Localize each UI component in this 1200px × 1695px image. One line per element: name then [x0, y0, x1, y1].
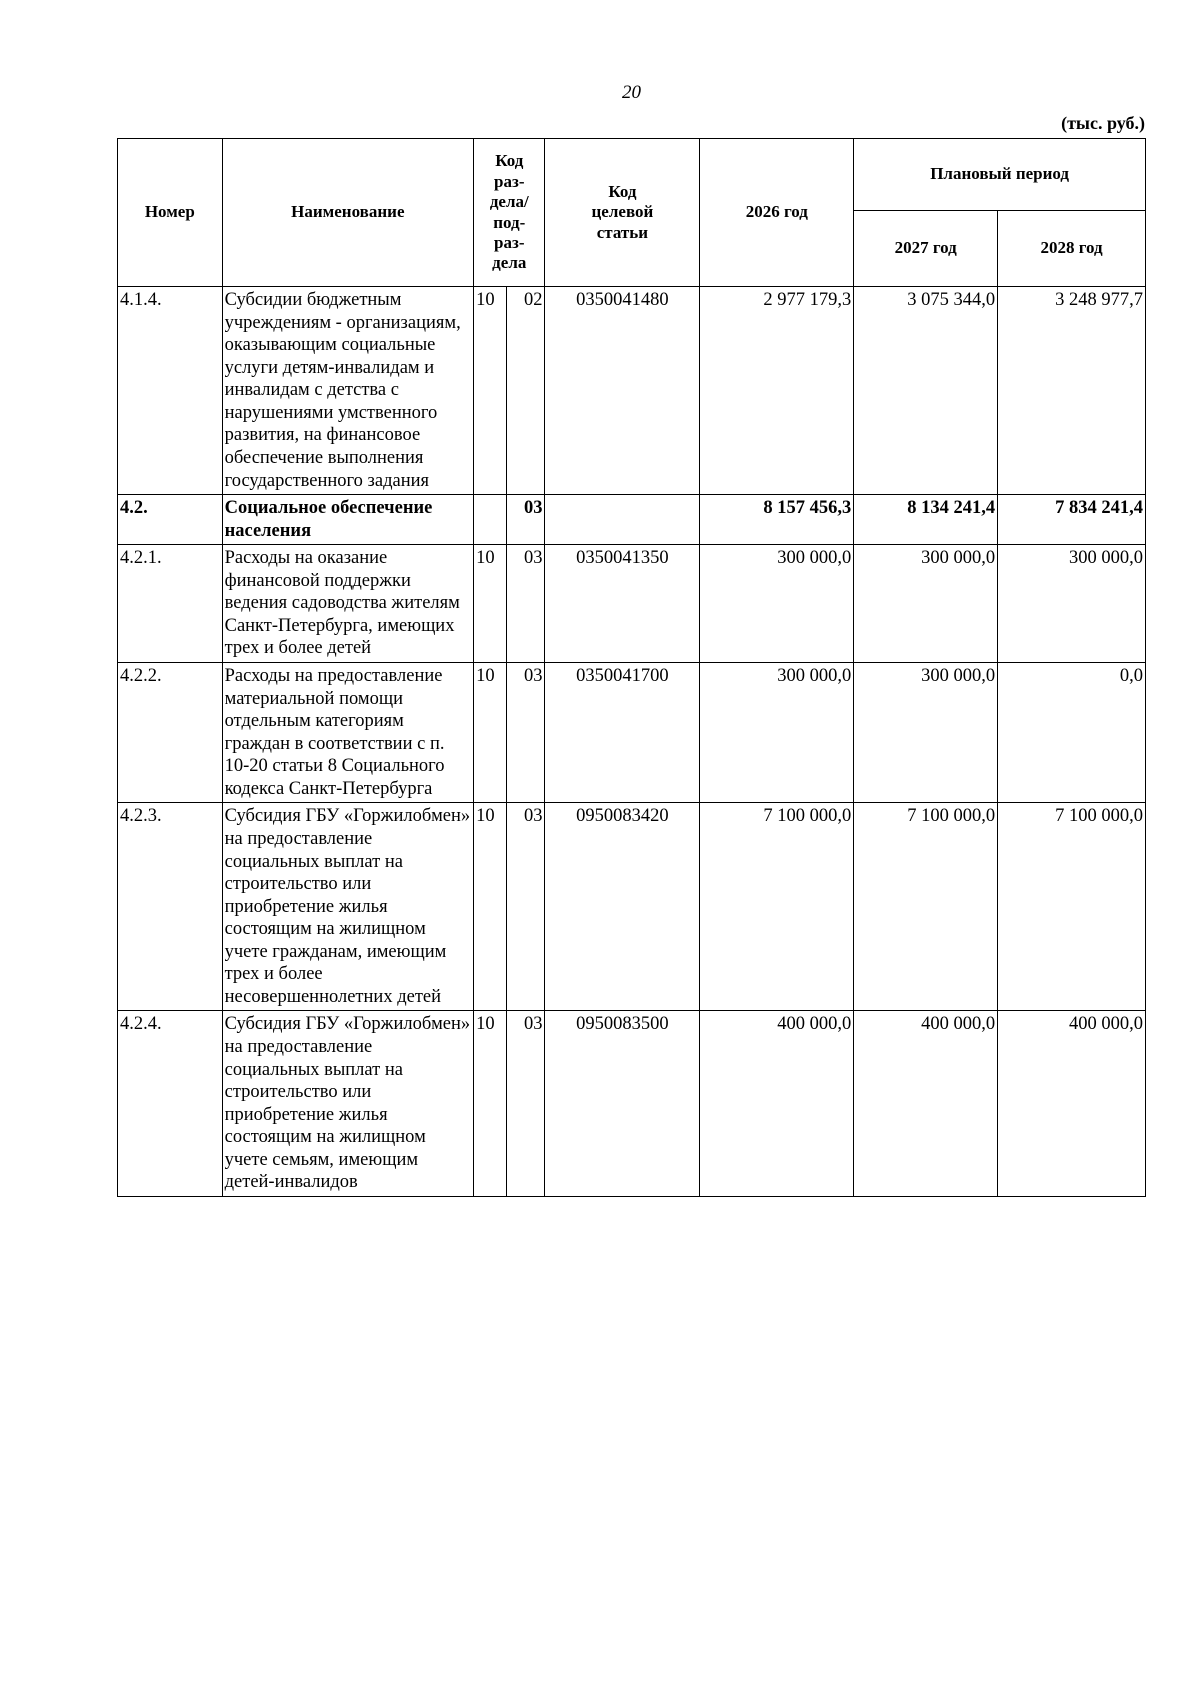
table-row: [118, 545, 1146, 663]
header-section-code-line: дела/: [489, 192, 529, 212]
header-section-code-line: под-: [493, 212, 526, 232]
cell-target-code: [545, 495, 700, 545]
cell-target-code: 0350041350: [545, 545, 700, 663]
cell-section: 10: [474, 287, 507, 495]
header-name: Наименование: [222, 139, 473, 287]
table-row: [118, 495, 1146, 545]
cell-2028: 400 000,0: [998, 1011, 1146, 1197]
budget-table: [117, 138, 1146, 1197]
table-row: [118, 663, 1146, 803]
cell-name: Субсидии бюджетным учреждениям - организациям, оказывающим социальные услуги детям-инвалидам и инвалидам с детства с нарушениями умственного развития, на финансовое обеспечение выполнения государственного задания: [222, 287, 473, 495]
header-target-code-line: целевой: [591, 202, 654, 222]
cell-2026: 400 000,0: [700, 1011, 854, 1197]
cell-2027: 7 100 000,0: [854, 803, 998, 1011]
cell-name: Расходы на предоставление материальной помощи отдельным категориям граждан в соответствии с п. 10-20 статьи 8 Социального кодекса Санкт-Петербурга: [222, 663, 473, 803]
cell-target-code: 0950083420: [545, 803, 700, 1011]
cell-number: 4.2.: [118, 495, 223, 545]
table-header: [118, 139, 1146, 287]
cell-2028: 0,0: [998, 663, 1146, 803]
cell-2028: 300 000,0: [998, 545, 1146, 663]
page-number: 20: [622, 82, 641, 103]
cell-section: 10: [474, 545, 507, 663]
cell-name: Расходы на оказание финансовой поддержки ведения садоводства жителям Санкт-Петербурга, имеющих трех и более детей: [222, 545, 473, 663]
cell-subsection: 03: [507, 545, 545, 663]
cell-2026: 8 157 456,3: [700, 495, 854, 545]
cell-subsection: 03: [507, 495, 545, 545]
cell-target-code: 0350041700: [545, 663, 700, 803]
cell-2027: 8 134 241,4: [854, 495, 998, 545]
cell-name: Субсидия ГБУ «Горжилобмен» на предоставление социальных выплат на строительство или приобретение жилья состоящим на жилищном учете гражданам, имеющим трех и более несовершеннолетних детей: [222, 803, 473, 1011]
cell-2026: 2 977 179,3: [700, 287, 854, 495]
cell-subsection: 03: [507, 663, 545, 803]
table-row: [118, 287, 1146, 495]
header-target-code-line: Код: [608, 181, 637, 201]
cell-subsection: 03: [507, 1011, 545, 1197]
header-target-code: [545, 139, 700, 287]
cell-number: 4.2.3.: [118, 803, 223, 1011]
header-target-code-line: статьи: [596, 222, 649, 242]
cell-subsection: 02: [507, 287, 545, 495]
cell-2028: 7 100 000,0: [998, 803, 1146, 1011]
cell-name: Субсидия ГБУ «Горжилобмен» на предоставление социальных выплат на строительство или приобретение жилья состоящим на жилищном учете семьям, имеющим детей-инвалидов: [222, 1011, 473, 1197]
cell-2027: 300 000,0: [854, 663, 998, 803]
header-section-code-line: Код: [495, 151, 524, 171]
cell-subsection: 03: [507, 803, 545, 1011]
header-number: Номер: [118, 139, 223, 287]
units-label: (тыс. руб.): [1061, 113, 1145, 133]
cell-target-code: 0350041480: [545, 287, 700, 495]
cell-2027: 400 000,0: [854, 1011, 998, 1197]
cell-2026: 300 000,0: [700, 663, 854, 803]
cell-target-code: 0950083500: [545, 1011, 700, 1197]
header-section-code-line: раз-: [494, 232, 525, 252]
cell-2027: 300 000,0: [854, 545, 998, 663]
header-section-code-line: дела: [492, 253, 527, 273]
cell-section: [474, 495, 507, 545]
cell-number: 4.2.1.: [118, 545, 223, 663]
header-section-code: [474, 139, 545, 287]
cell-2027: 3 075 344,0: [854, 287, 998, 495]
table-row: [118, 803, 1146, 1011]
table-body: [118, 287, 1146, 1197]
header-section-code-line: раз-: [494, 171, 525, 191]
cell-number: 4.2.2.: [118, 663, 223, 803]
cell-section: 10: [474, 1011, 507, 1197]
cell-section: 10: [474, 663, 507, 803]
cell-2026: 7 100 000,0: [700, 803, 854, 1011]
header-year-2027: 2027 год: [854, 211, 998, 287]
header-year-2028: 2028 год: [998, 211, 1146, 287]
cell-number: 4.2.4.: [118, 1011, 223, 1197]
cell-2026: 300 000,0: [700, 545, 854, 663]
table-row: [118, 1011, 1146, 1197]
cell-section: 10: [474, 803, 507, 1011]
cell-number: 4.1.4.: [118, 287, 223, 495]
header-planning-period: Плановый период: [854, 139, 1146, 211]
cell-name: Социальное обеспечение населения: [222, 495, 473, 545]
header-year-2026: 2026 год: [700, 139, 854, 287]
cell-2028: 3 248 977,7: [998, 287, 1146, 495]
cell-2028: 7 834 241,4: [998, 495, 1146, 545]
